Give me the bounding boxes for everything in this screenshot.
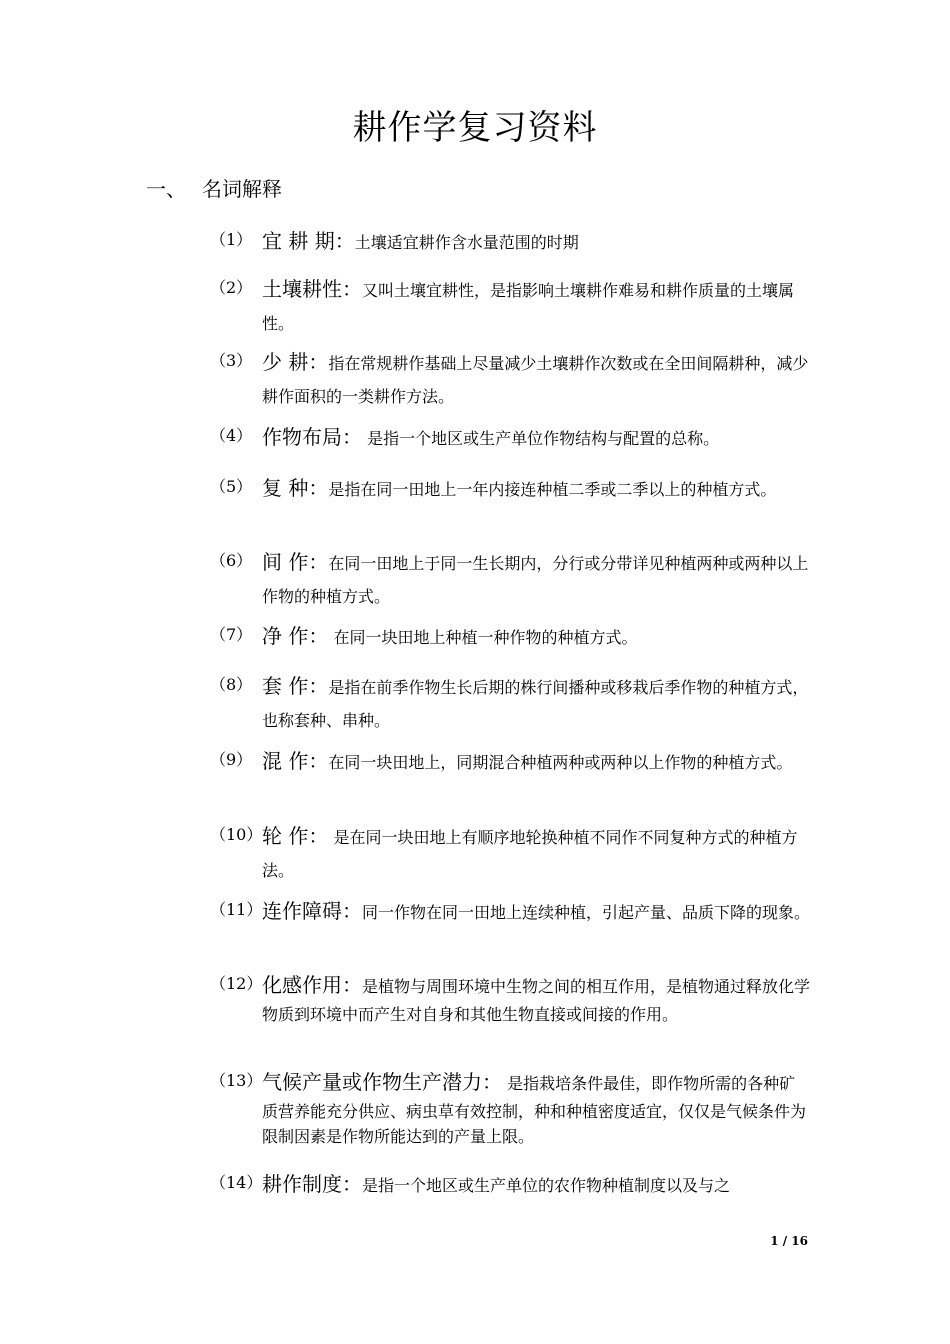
entry-term: 作物布局： bbox=[262, 425, 362, 449]
entry-definition: 是指栽培条件最佳，即作物所需的各种矿质营养能充分供应、病虫草有效控制，种和种植密度适宜，仅仅是气候条件为限制因素是作物所能达到的产量上限。 bbox=[262, 1074, 807, 1146]
entry-term: 间 作： bbox=[262, 550, 329, 574]
entry-term: 轮 作： bbox=[262, 824, 329, 848]
term-entry-5 bbox=[210, 472, 810, 506]
entry-definition: 同一作物在同一田地上连续种植，引起产量、品质下降的现象。 bbox=[362, 903, 811, 922]
entry-definition: 在同一田地上于同一生长期内，分行或分带详见种植两种或两种以上作物的种植方式。 bbox=[262, 554, 809, 606]
term-entry-11 bbox=[210, 895, 810, 929]
page-number: 1 / 16 bbox=[770, 1234, 808, 1248]
term-entry-1 bbox=[210, 225, 810, 259]
entry-index: （8） bbox=[210, 675, 253, 694]
entry-definition: 是指在前季作物生长后期的株行间播种或移栽后季作物的种植方式，也称套种、串种。 bbox=[262, 678, 809, 730]
entry-term: 化感作用： bbox=[262, 973, 362, 997]
term-entry-8 bbox=[210, 670, 810, 737]
entry-index: （12） bbox=[210, 974, 263, 993]
entry-index: （1） bbox=[210, 230, 253, 249]
entry-term: 连作障碍： bbox=[262, 899, 362, 923]
entry-index: （5） bbox=[210, 477, 253, 496]
entry-term: 套 作： bbox=[262, 674, 329, 698]
entry-index: （14） bbox=[210, 1173, 263, 1192]
term-entry-9 bbox=[210, 745, 810, 779]
entry-definition: 又叫土壤宜耕性，是指影响土壤耕作难易和耕作质量的土壤属性。 bbox=[262, 281, 795, 333]
term-entry-12 bbox=[210, 969, 810, 1027]
term-entry-7 bbox=[210, 620, 810, 654]
entry-term: 耕作制度： bbox=[262, 1172, 362, 1196]
entry-term: 混 作： bbox=[262, 749, 329, 773]
entry-term: 气候产量或作物生产潜力： bbox=[262, 1070, 502, 1094]
entry-definition: 是指在同一田地上一年内接连种植二季或二季以上的种植方式。 bbox=[328, 480, 777, 499]
term-entry-3 bbox=[210, 346, 810, 413]
entry-definition: 是指一个地区或生产单位作物结构与配置的总称。 bbox=[362, 429, 720, 448]
entry-term: 复 种： bbox=[262, 476, 329, 500]
entry-index: （2） bbox=[210, 278, 253, 297]
entry-index: （4） bbox=[210, 426, 253, 445]
entry-definition: 指在常规耕作基础上尽量减少土壤耕作次数或在全田间隔耕种，减少耕作面积的一类耕作方法。 bbox=[262, 354, 809, 406]
entry-definition: 在同一块田地上种植一种作物的种植方式。 bbox=[328, 628, 638, 647]
entry-index: （11） bbox=[210, 900, 263, 919]
entry-term: 土壤耕性： bbox=[262, 277, 362, 301]
entry-definition: 是指一个地区或生产单位的农作物种植制度以及与之 bbox=[362, 1176, 731, 1195]
section-number: 一、 bbox=[146, 177, 186, 201]
section-heading bbox=[146, 173, 282, 202]
entry-index: （3） bbox=[210, 351, 253, 370]
entry-definition: 是在同一块田地上有顺序地轮换种植不同作不同复种方式的种植方法。 bbox=[262, 828, 798, 880]
entry-index: （6） bbox=[210, 551, 253, 570]
term-entry-10 bbox=[210, 820, 810, 887]
entry-index: （13） bbox=[210, 1071, 263, 1090]
term-entry-14 bbox=[210, 1168, 810, 1202]
entry-index: （10） bbox=[210, 825, 263, 844]
entry-term: 净 作： bbox=[262, 624, 329, 648]
section-label: 名词解释 bbox=[202, 177, 282, 201]
entry-index: （9） bbox=[210, 750, 253, 769]
entry-term: 宜 耕 期： bbox=[262, 229, 355, 253]
entry-index: （7） bbox=[210, 625, 253, 644]
term-entry-2 bbox=[210, 273, 810, 340]
term-entry-4 bbox=[210, 421, 810, 455]
page-title: 耕作学复习资料 bbox=[352, 108, 598, 148]
entry-term: 少 耕： bbox=[262, 350, 329, 374]
term-entry-13 bbox=[210, 1066, 810, 1149]
entry-definition: 土壤适宜耕作含水量范围的时期 bbox=[354, 233, 579, 252]
term-entry-6 bbox=[210, 546, 810, 613]
entry-definition: 是植物与周围环境中生物之间的相互作用，是植物通过释放化学物质到环境中而产生对自身和其他生物直接或间接的作用。 bbox=[262, 977, 811, 1024]
entry-definition: 在同一块田地上，同期混合种植两种或两种以上作物的种植方式。 bbox=[328, 753, 793, 772]
